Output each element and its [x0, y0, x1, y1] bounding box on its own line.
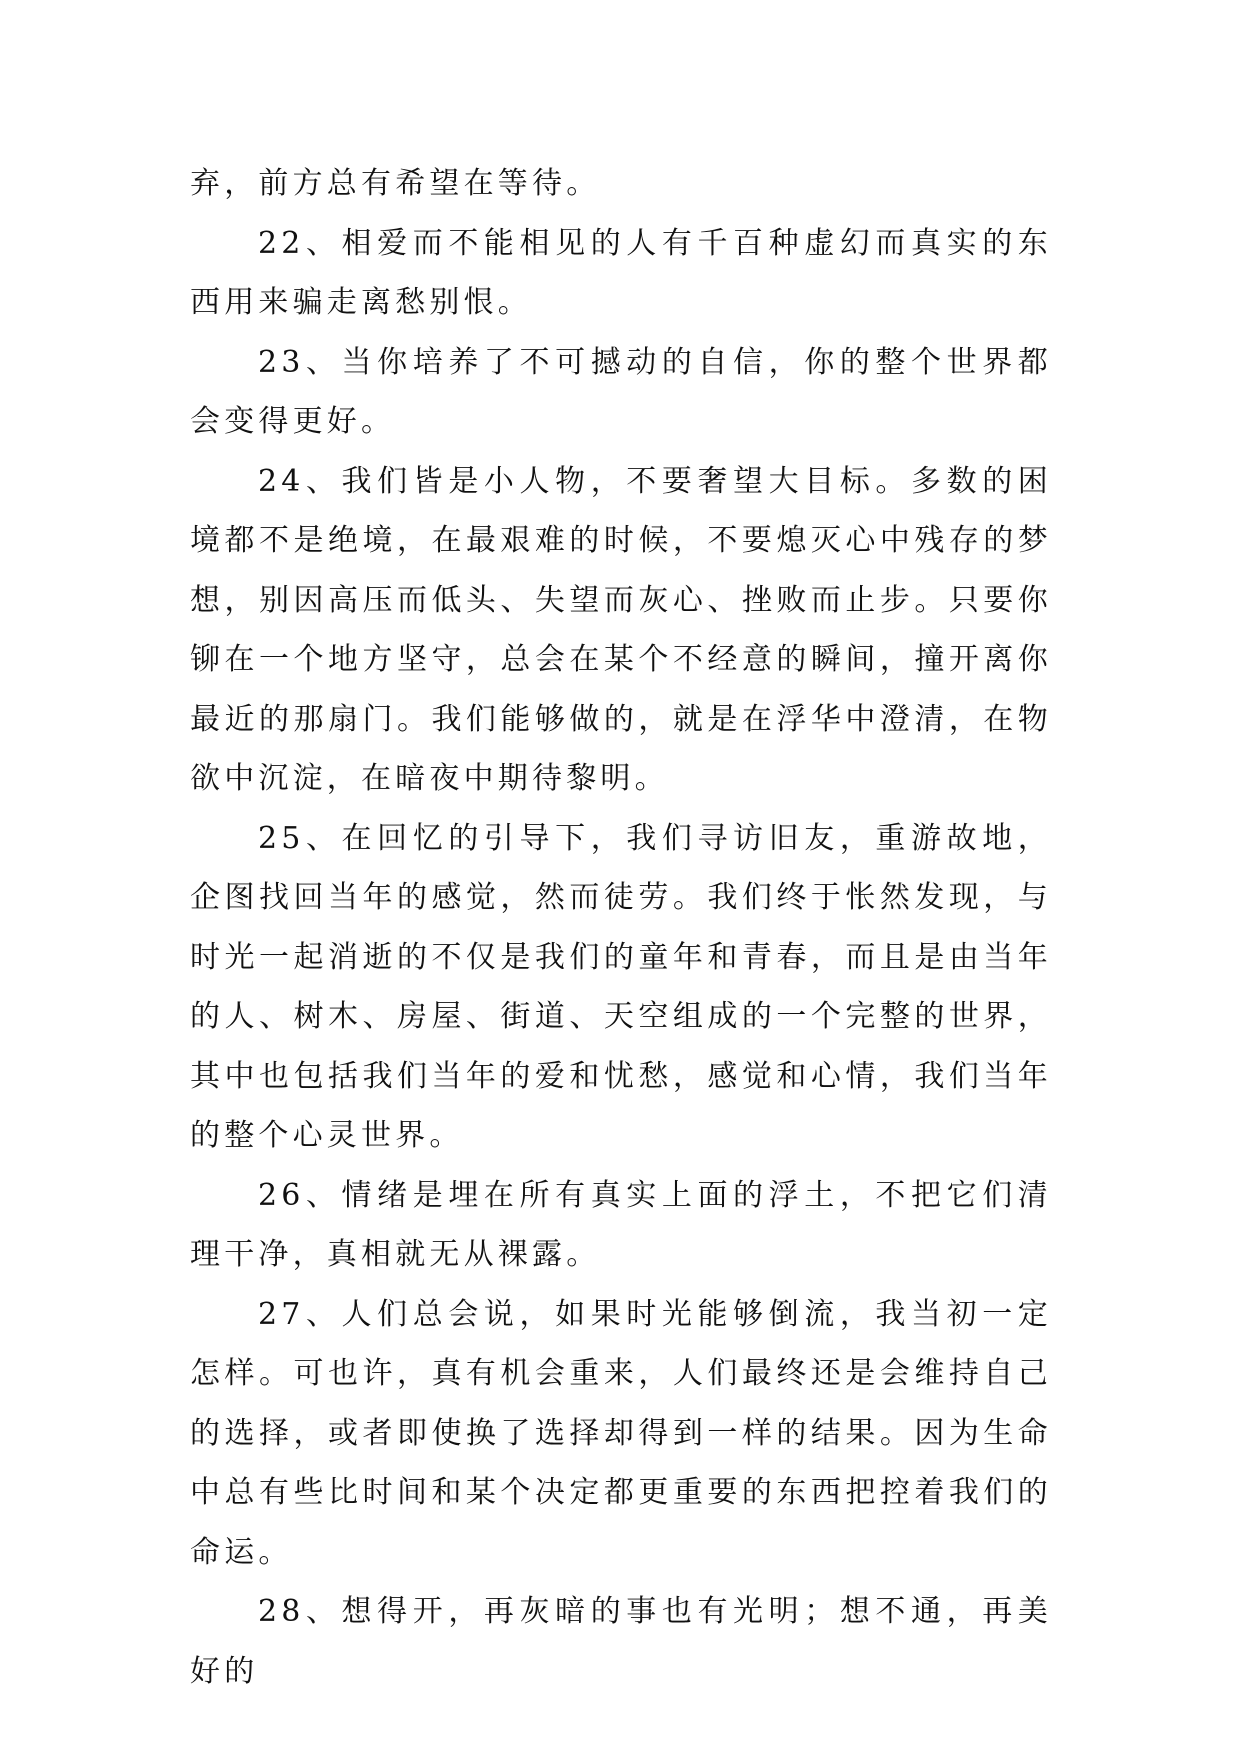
paragraph-27: 27、人们总会说，如果时光能够倒流，我当初一定怎样。可也许，真有机会重来，人们最终还是会维持自己的选择，或者即使换了选择却得到一样的结果。因为生命中总有些比时间和某个决定都更重要的东西把控着我们的命运。	[190, 1296, 1052, 1570]
paragraph-26: 26、情绪是埋在所有真实上面的浮土，不把它们清理干净，真相就无从裸露。	[190, 1177, 1052, 1272]
paragraph-22: 22、相爱而不能相见的人有千百种虚幻而真实的东西用来骗走离愁别恨。	[190, 225, 1052, 320]
paragraph-28: 28、想得开，再灰暗的事也有光明；想不通，再美好的	[190, 1594, 1052, 1689]
paragraph-continuation: 弃，前方总有希望在等待。	[190, 166, 601, 201]
paragraph-23: 23、当你培养了不可撼动的自信，你的整个世界都会变得更好。	[190, 344, 1052, 439]
paragraph-25: 25、在回忆的引导下，我们寻访旧友，重游故地，企图找回当年的感觉，然而徒劳。我们终于怅然发现，与时光一起消逝的不仅是我们的童年和青春，而且是由当年的人、树木、房屋、街道、天空组成的一个完整的世界，其中也包括我们当年的爱和忧愁，感觉和心情，我们当年的整个心灵世界。	[190, 820, 1052, 1153]
paragraph-24: 24、我们皆是小人物，不要奢望大目标。多数的困境都不是绝境，在最艰难的时候，不要熄灭心中残存的梦想，别因高压而低头、失望而灰心、挫败而止步。只要你铆在一个地方坚守，总会在某个不经意的瞬间，撞开离你最近的那扇门。我们能够做的，就是在浮华中澄清，在物欲中沉淀，在暗夜中期待黎明。	[190, 463, 1052, 796]
body-text	[190, 154, 1052, 1701]
